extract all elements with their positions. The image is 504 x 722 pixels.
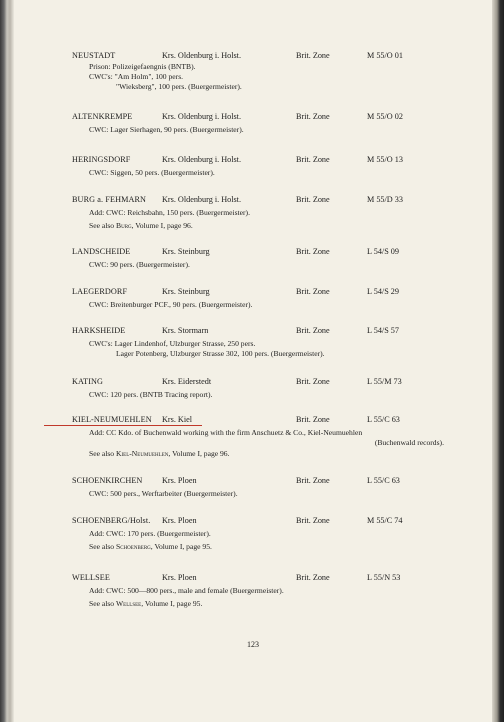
cross-reference: Wellsee [116,599,142,608]
place-name: WELLSEE [72,573,110,582]
book-edge [492,0,504,722]
entry-line: (Buchenwald records). [374,438,444,447]
entry-landscheide [72,246,492,270]
map-code: L 55/C 63 [367,415,400,424]
see-also-line: See also Wellsee, Volume I, page 95. [89,599,203,608]
map-code: M 55/C 74 [367,516,403,525]
map-code: L 55/C 63 [367,476,400,485]
map-code: M 55/O 01 [367,51,403,60]
district: Krs. Steinburg [162,287,210,296]
place-name: ALTENKREMPE [72,112,133,121]
entry-line: Lager Potenberg, Ulzburger Strasse 302, 100 pers. (Buergermeister). [116,349,325,358]
entry-kating [72,376,492,400]
entry-line: CWC: 120 pers. (BNTB Tracing report). [89,390,213,399]
map-code: L 54/S 57 [367,326,399,335]
map-code: M 55/O 02 [367,112,403,121]
entry-line: CWC's: Lager Lindenhof, Ulzburger Strasse, 250 pers. [89,339,256,348]
entry-line: CWC: 90 pers. (Buergermeister). [89,260,190,269]
red-underline-mark [44,425,202,426]
district: Krs. Oldenburg i. Holst. [162,155,241,164]
entry-line: CWC: Breitenburger PCF., 90 pers. (Buergermeister). [89,300,253,309]
entry-wellsee [72,572,492,609]
place-name: HARKSHEIDE [72,326,126,335]
place-name: HERINGSDORF [72,155,131,164]
district: Krs. Oldenburg i. Holst. [162,51,241,60]
zone: Brit. Zone [296,51,330,60]
entry-line: Prison: Polizeigefaengnis (BNTB). [89,62,196,71]
page-number: 123 [247,640,259,649]
entry-schoenkirchen [72,475,492,499]
zone: Brit. Zone [296,247,330,256]
district: Krs. Oldenburg i. Holst. [162,195,241,204]
place-name: LANDSCHEIDE [72,247,131,256]
map-code: M 55/O 13 [367,155,403,164]
district: Krs. Ploen [162,516,197,525]
entry-line: CWC: Lager Sierhagen, 90 pers. (Buergermeister). [89,125,244,134]
entry-burg-fehmarn [72,194,492,231]
entry-line: Add: CC Kdo. of Buchenwald working with the firm Anschuetz & Co., Kiel-Neumuehlen [89,428,363,437]
entry-line: Add: CWC: 500—800 pers., male and female (Buergermeister). [89,586,284,595]
zone: Brit. Zone [296,195,330,204]
entry-schoenberg [72,515,492,552]
cross-reference: Burg [116,221,132,230]
entry-line: CWC's: "Am Holm", 100 pers. [89,72,184,81]
district: Krs. Stormarn [162,326,209,335]
zone: Brit. Zone [296,476,330,485]
district: Krs. Oldenburg i. Holst. [162,112,241,121]
place-name: NEUSTADT [72,51,116,60]
cross-reference: Kiel-Neumuehlen [116,449,169,458]
map-code: L 54/S 09 [367,247,399,256]
district: Krs. Eiderstedt [162,377,212,386]
zone: Brit. Zone [296,326,330,335]
place-name: SCHOENBERG/Holst. [72,516,151,525]
entry-line: Add: CWC: 170 pers. (Buergermeister). [89,529,211,538]
zone: Brit. Zone [296,415,330,424]
entry-harksheide [72,325,492,359]
zone: Brit. Zone [296,112,330,121]
zone: Brit. Zone [296,516,330,525]
zone: Brit. Zone [296,155,330,164]
district: Krs. Steinburg [162,247,210,256]
entry-heringsdorf [72,154,492,178]
entry-altenkrempe [72,111,492,135]
district: Krs. Ploen [162,476,197,485]
entry-kiel-neumuehlen [72,414,492,459]
entry-laegerdorf [72,286,492,310]
see-also-line: See also Kiel-Neumuehlen, Volume I, page 96. [89,449,230,458]
cross-reference: Schoenberg [116,542,151,551]
district: Krs. Kiel [162,415,193,424]
district: Krs. Ploen [162,573,197,582]
zone: Brit. Zone [296,377,330,386]
zone: Brit. Zone [296,287,330,296]
see-also-line: See also Burg, Volume I, page 96. [89,221,193,230]
place-name: LAEGERDORF [72,287,128,296]
document-page [14,0,492,722]
entry-line: "Wieksberg", 100 pers. (Buergermeister). [116,82,242,91]
map-code: L 55/M 73 [367,377,402,386]
map-code: M 55/D 33 [367,195,403,204]
see-also-line: See also Schoenberg, Volume I, page 95. [89,542,212,551]
place-name: KATING [72,377,104,386]
zone: Brit. Zone [296,573,330,582]
map-code: L 55/N 53 [367,573,401,582]
place-name: BURG a. FEHMARN [72,195,147,204]
place-name: KIEL-NEUMUEHLEN [72,415,152,424]
place-name: SCHOENKIRCHEN [72,476,143,485]
entry-neustadt [72,50,492,92]
entry-line: CWC: Siggen, 50 pers. (Buergermeister). [89,168,215,177]
map-code: L 54/S 29 [367,287,399,296]
entry-line: Add: CWC: Reichsbahn, 150 pers. (Buergermeister). [89,208,250,217]
entry-line: CWC: 500 pers., Werftarbeiter (Buergermeister). [89,489,238,498]
